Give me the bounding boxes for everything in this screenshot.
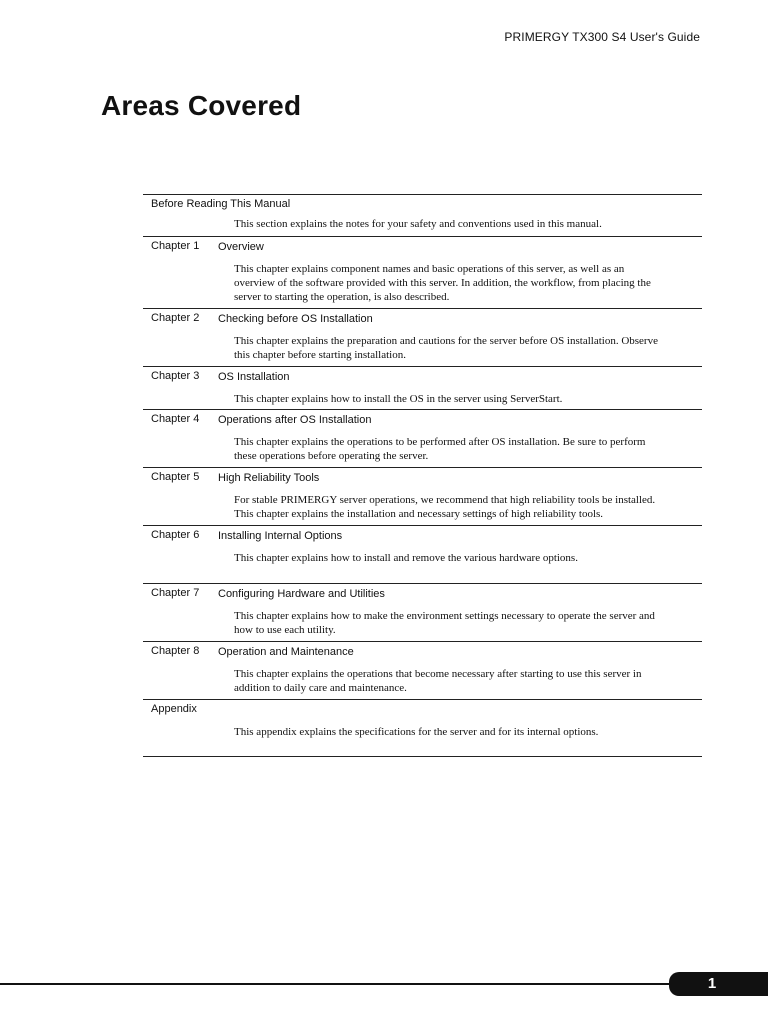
toc-entry-title: Overview	[218, 241, 264, 253]
toc-entry-description	[234, 551, 694, 565]
toc-row	[143, 468, 702, 526]
page-number: 1	[707, 975, 717, 992]
description-line: overview of the software provided with this server. In addition, the workflow, from placing the	[234, 277, 651, 289]
toc-row	[143, 309, 702, 367]
toc-entry-title: Operations after OS Installation	[218, 414, 372, 426]
toc-entry-description	[234, 435, 694, 463]
toc-row	[143, 410, 702, 468]
toc-entry-title: High Reliability Tools	[218, 472, 320, 484]
description-line: For stable PRIMERGY server operations, we recommend that high reliability tools be installed.	[234, 494, 656, 506]
contents-table	[143, 194, 702, 757]
toc-row	[143, 642, 702, 700]
toc-entry-description	[234, 493, 694, 521]
toc-entry-label: Before Reading This Manual	[151, 198, 291, 210]
description-line: This chapter explains the operations that become necessary after starting to use this server in	[234, 668, 642, 680]
description-line: This section explains the notes for your safety and conventions used in this manual.	[234, 218, 602, 230]
description-line: This chapter explains how to make the environment settings necessary to operate the server and	[234, 610, 655, 622]
toc-entry-label: Chapter 6	[151, 529, 200, 541]
toc-entry-description	[234, 217, 694, 231]
toc-entry-label: Appendix	[151, 703, 197, 715]
toc-entry-label: Chapter 3	[151, 370, 200, 382]
description-line: This chapter explains the preparation and cautions for the server before OS installation. Observe	[234, 335, 658, 347]
description-line: these operations before operating the server.	[234, 450, 429, 462]
description-line: server to starting the operation, is also described.	[234, 291, 450, 303]
toc-entry-description	[234, 609, 694, 637]
toc-entry-label: Chapter 5	[151, 471, 200, 483]
toc-entry-description	[234, 725, 694, 739]
toc-entry-label: Chapter 8	[151, 645, 200, 657]
toc-row	[143, 237, 702, 309]
description-line: This chapter explains how to install and remove the various hardware options.	[234, 552, 578, 564]
description-line: addition to daily care and maintenance.	[234, 682, 407, 694]
toc-entry-title: Installing Internal Options	[218, 530, 343, 542]
running-header: PRIMERGY TX300 S4 User's Guide	[504, 30, 700, 44]
toc-row	[143, 700, 702, 757]
description-line: This chapter explains component names and basic operations of this server, as well as an	[234, 263, 625, 275]
description-line: This chapter explains the operations to be performed after OS installation. Be sure to perform	[234, 436, 646, 448]
toc-entry-description	[234, 262, 694, 304]
footer-rule	[0, 983, 672, 985]
toc-entry-title: OS Installation	[218, 371, 290, 383]
description-line: This chapter explains how to install the OS in the server using ServerStart.	[234, 393, 563, 405]
toc-entry-description	[234, 392, 694, 406]
description-line: This appendix explains the specifications for the server and for its internal options.	[234, 726, 599, 738]
toc-entry-label: Chapter 1	[151, 240, 200, 252]
description-line: This chapter explains the installation and necessary settings of high reliability tools.	[234, 508, 604, 520]
toc-row	[143, 526, 702, 584]
toc-entry-label: Chapter 7	[151, 587, 200, 599]
toc-entry-description	[234, 334, 694, 362]
description-line: this chapter before starting installation.	[234, 349, 406, 361]
description-line: how to use each utility.	[234, 624, 336, 636]
toc-entry-title: Configuring Hardware and Utilities	[218, 588, 385, 600]
toc-entry-title: Checking before OS Installation	[218, 313, 373, 325]
toc-row	[143, 584, 702, 642]
toc-entry-title: Operation and Maintenance	[218, 646, 354, 658]
toc-row	[143, 195, 702, 237]
toc-entry-label: Chapter 2	[151, 312, 200, 324]
toc-entry-description	[234, 667, 694, 695]
toc-row	[143, 367, 702, 410]
toc-entry-label: Chapter 4	[151, 413, 200, 425]
page-title: Areas Covered	[101, 90, 302, 121]
